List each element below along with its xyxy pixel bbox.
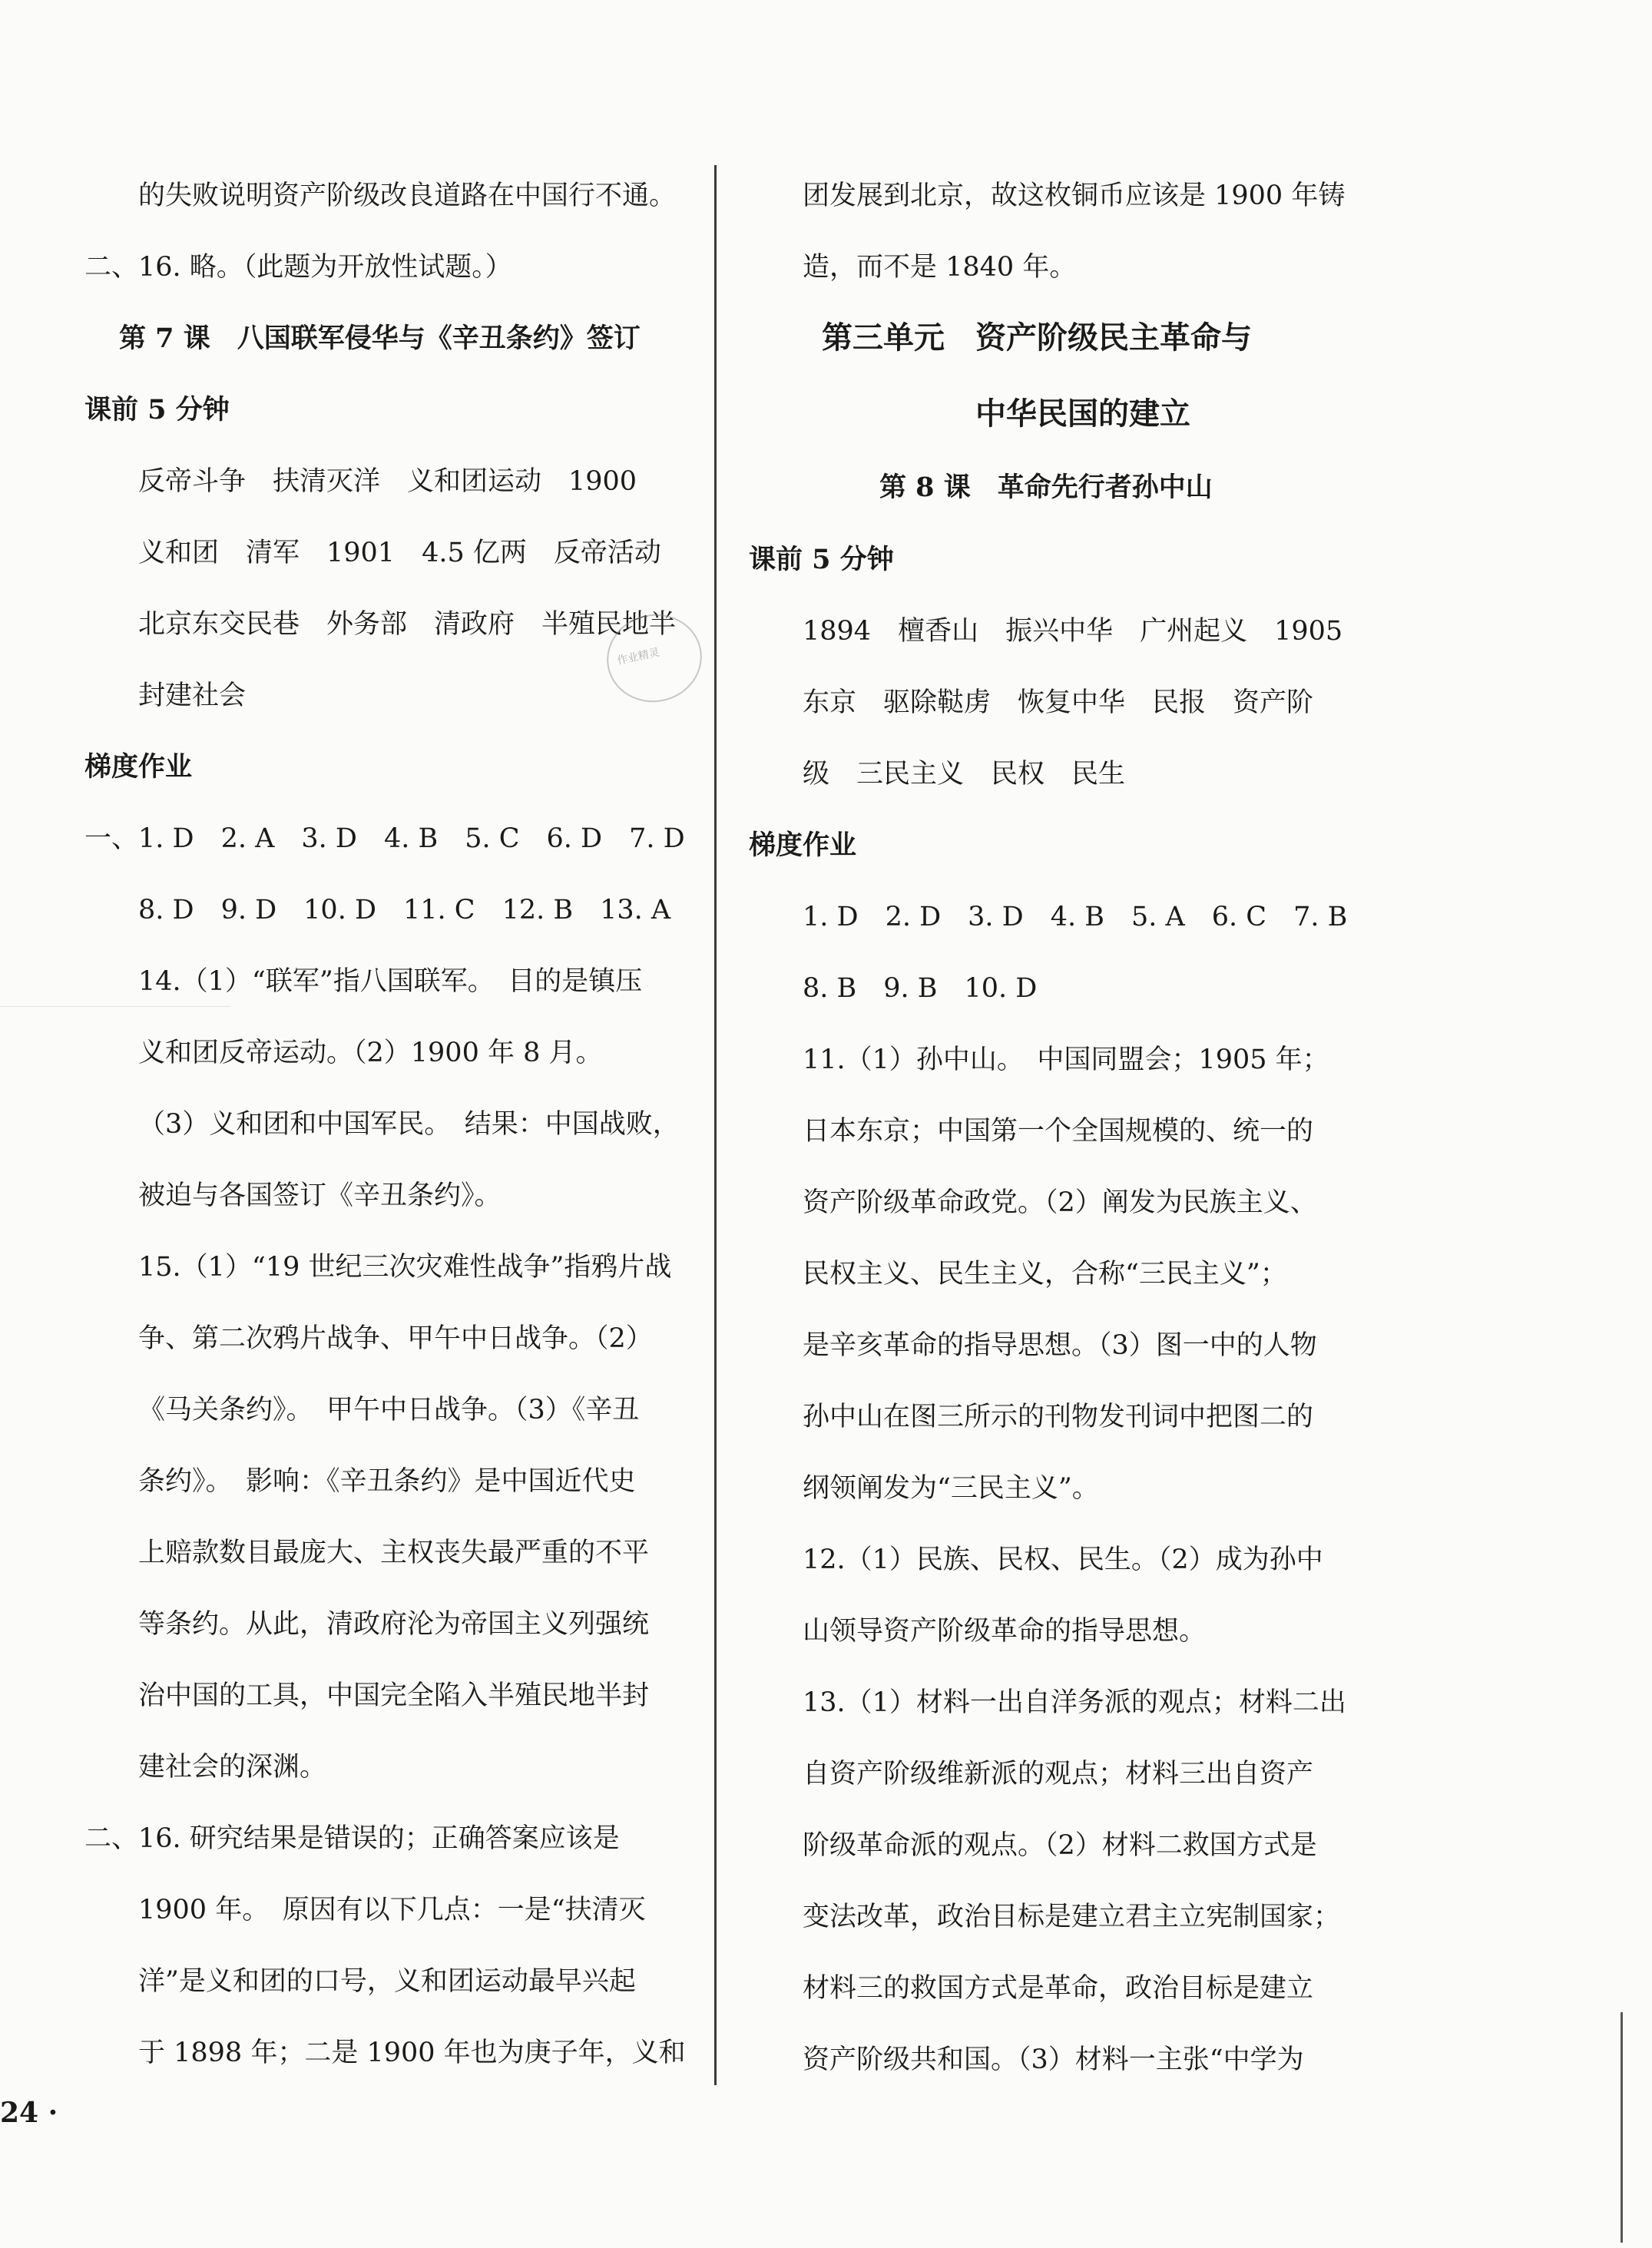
answer-line: 《马关条约》。 甲午中日战争。（3）《辛丑 xyxy=(138,1395,640,1425)
text-line: 义和团 清军 1901 4.5 亿两 反帝活动 xyxy=(138,538,661,568)
page-number: 24 · xyxy=(0,2097,58,2129)
lesson-title: 第 7 课 八国联军侵华与《辛丑条约》签订 xyxy=(119,323,641,354)
left-column xyxy=(0,0,714,2248)
answer-line: 8. D 9. D 10. D 11. C 12. B 13. A xyxy=(138,895,671,925)
answer-line: 1900 年。 原因有以下几点：一是“扶清灭 xyxy=(138,1895,646,1925)
answer-line: 二、16. 研究结果是错误的；正确答案应该是 xyxy=(84,1823,620,1854)
text-line: 级 三民主义 民权 民生 xyxy=(803,759,1126,790)
answer-line: 洋”是义和团的口号，义和团运动最早兴起 xyxy=(138,1966,636,1997)
text-line: 造，而不是 1840 年。 xyxy=(803,252,1077,283)
answer-line: 等条约。从此，清政府沦为帝国主义列强统 xyxy=(138,1609,650,1640)
answer-line: 13.（1）材料一出自洋务派的观点；材料二出 xyxy=(803,1687,1346,1718)
answer-line: 8. B 9. B 10. D xyxy=(803,973,1038,1004)
text-line: 封建社会 xyxy=(138,680,247,711)
unit-title: 中华民国的建立 xyxy=(975,396,1190,432)
answer-line: 资产阶级共和国。（3）材料一主张“中学为 xyxy=(803,2044,1304,2075)
stamp-label: 作业精灵 xyxy=(616,646,661,667)
answer-line: 被迫与各国签订《辛丑条约》。 xyxy=(138,1180,502,1211)
answer-line: 一、1. D 2. A 3. D 4. B 5. C 6. D 7. D xyxy=(84,823,685,854)
answer-line: 二、16. 略。（此题为开放性试题。） xyxy=(84,252,512,283)
answer-line: 15.（1）“19 世纪三次灾难性战争”指鸦片战 xyxy=(138,1252,672,1283)
answer-line: 义和团反帝运动。（2）1900 年 8 月。 xyxy=(138,1038,603,1068)
section-heading: 梯度作业 xyxy=(749,829,857,861)
answer-line: 材料三的救国方式是革命，政治目标是建立 xyxy=(803,1973,1314,2004)
answer-line: 于 1898 年；二是 1900 年也为庚子年，义和 xyxy=(138,2038,686,2068)
answer-line: 孙中山在图三所示的刊物发刊词中把图二的 xyxy=(803,1402,1314,1432)
answer-line: （3）义和团和中国军民。 结果：中国战败， xyxy=(138,1109,680,1140)
answer-line: 上赔款数目最庞大、主权丧失最严重的不平 xyxy=(138,1538,650,1568)
answer-line: 民权主义、民生主义，合称“三民主义”； xyxy=(803,1259,1287,1290)
answer-line: 日本东京；中国第一个全国规模的、统一的 xyxy=(803,1116,1314,1147)
answer-line: 阶级革命派的观点。（2）材料二救国方式是 xyxy=(803,1830,1317,1861)
text-line: 反帝斗争 扶清灭洋 义和团运动 1900 xyxy=(138,466,637,497)
answer-line: 变法改革，政治目标是建立君主立宪制国家； xyxy=(803,1902,1341,1932)
answer-line: 治中国的工具，中国完全陷入半殖民地半封 xyxy=(138,1680,650,1711)
answer-line: 条约》。 影响：《辛丑条约》是中国近代史 xyxy=(138,1466,636,1497)
answer-line: 山领导资产阶级革命的指导思想。 xyxy=(803,1616,1207,1647)
text-line: 的失败说明资产阶级改良道路在中国行不通。 xyxy=(138,180,677,211)
text-line: 团发展到北京，故这枚铜币应该是 1900 年铸 xyxy=(803,180,1346,211)
answer-line: 资产阶级革命政党。（2）阐发为民族主义、 xyxy=(803,1187,1317,1218)
section-heading: 课前 5 分钟 xyxy=(749,544,894,575)
answer-line: 建社会的深渊。 xyxy=(138,1752,327,1783)
section-heading: 课前 5 分钟 xyxy=(84,394,230,425)
answer-line: 自资产阶级维新派的观点；材料三出自资产 xyxy=(803,1759,1314,1789)
answer-line: 14.（1）“联军”指八国联军。 目的是镇压 xyxy=(138,966,643,997)
unit-title: 第三单元 资产阶级民主革命与 xyxy=(822,319,1252,356)
answer-line: 12.（1）民族、民权、民生。（2）成为孙中 xyxy=(803,1544,1323,1575)
right-column xyxy=(714,0,1652,2248)
text-line: 1894 檀香山 振兴中华 广州起义 1905 xyxy=(803,616,1343,647)
answer-line: 是辛亥革命的指导思想。（3）图一中的人物 xyxy=(803,1330,1317,1361)
text-line: 东京 驱除鞑虏 恢复中华 民报 资产阶 xyxy=(803,687,1314,718)
answer-line: 11.（1）孙中山。 中国同盟会；1905 年； xyxy=(803,1045,1329,1075)
lesson-title: 第 8 课 革命先行者孙中山 xyxy=(879,472,1213,503)
answer-line: 纲领阐发为“三民主义”。 xyxy=(803,1473,1099,1504)
page-edge-line xyxy=(1621,2012,1623,2243)
answer-line: 争、第二次鸦片战争、甲午中日战争。（2） xyxy=(138,1323,653,1354)
section-heading: 梯度作业 xyxy=(84,751,193,783)
faint-rule xyxy=(0,1006,230,1007)
text-line: 北京东交民巷 外务部 清政府 半殖民地半 xyxy=(138,609,677,640)
answer-line: 1. D 2. D 3. D 4. B 5. A 6. C 7. B xyxy=(803,902,1348,932)
